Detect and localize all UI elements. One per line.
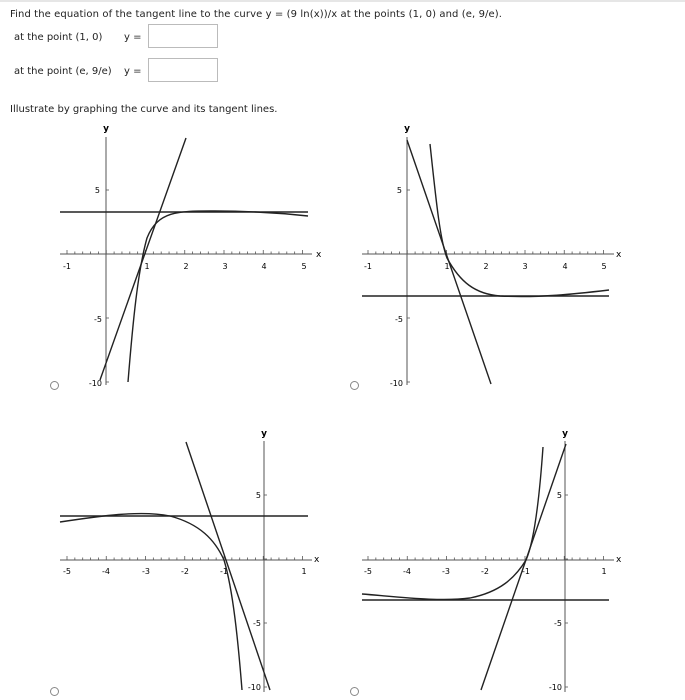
- y-tick-label: -5: [554, 619, 562, 628]
- x-tick-label: -3: [442, 567, 450, 576]
- tangent-line-steep: [100, 138, 189, 380]
- x-axis-label: x: [314, 555, 320, 565]
- x-axis-label: x: [616, 555, 622, 565]
- y-tick-label: 5: [255, 491, 261, 500]
- point-label-2: at the point (e, 9/e): [14, 66, 112, 77]
- x-tick-label: -2: [181, 567, 189, 576]
- x-tick-label: 4: [261, 262, 267, 271]
- curve: [362, 447, 543, 599]
- x-tick-label: 5: [601, 262, 607, 271]
- option-radio-1[interactable]: [50, 381, 59, 390]
- tangent-line-steep: [481, 444, 566, 690]
- y-axis-label: y: [103, 124, 109, 134]
- x-tick-label: -5: [364, 567, 372, 576]
- option-radio-2[interactable]: [350, 381, 359, 390]
- y-tick-label: -10: [548, 683, 562, 692]
- eq-label-2: y =: [124, 66, 142, 77]
- option-radio-4[interactable]: [350, 687, 359, 696]
- x-axis-label: x: [616, 250, 622, 260]
- illustrate-text: Illustrate by graphing the curve and its tangent lines.: [10, 104, 278, 115]
- x-tick-label: -3: [142, 567, 150, 576]
- x-tick-label: 2: [483, 262, 489, 271]
- y-tick-label: -5: [94, 315, 102, 324]
- x-tick-label: 2: [183, 262, 189, 271]
- x-tick-label: 1: [601, 567, 607, 576]
- answer-input-1[interactable]: [148, 24, 218, 48]
- x-tick-label: -1: [522, 567, 530, 576]
- x-tick-label: -2: [481, 567, 489, 576]
- y-tick-label: -5: [253, 619, 261, 628]
- y-tick-label: -10: [389, 379, 403, 388]
- y-axis-label: y: [562, 429, 568, 439]
- tangent-line-steep: [186, 442, 270, 690]
- x-tick-label: -1: [220, 567, 228, 576]
- answer-input-2[interactable]: [148, 58, 218, 82]
- y-tick-label: -10: [247, 683, 261, 692]
- question-text: Find the equation of the tangent line to the curve y = (9 ln(x))/x at the points (1, 0) and (e, 9/e).: [10, 9, 503, 20]
- x-tick-label: 5: [301, 262, 307, 271]
- x-tick-label: -1: [364, 262, 372, 271]
- y-axis-label: y: [404, 124, 410, 134]
- y-axis-label: y: [261, 429, 267, 439]
- point-label-1: at the point (1, 0): [14, 32, 103, 43]
- curve: [430, 144, 609, 297]
- x-tick-label: 3: [522, 262, 528, 271]
- tangent-line-steep: [407, 140, 491, 384]
- x-tick-label: 4: [562, 262, 568, 271]
- option-radio-3[interactable]: [50, 687, 59, 696]
- x-tick-label: 3: [222, 262, 228, 271]
- top-divider: [0, 0, 685, 2]
- y-tick-label: 5: [94, 186, 100, 195]
- x-tick-label: -5: [63, 567, 71, 576]
- x-tick-label: -4: [403, 567, 411, 576]
- x-tick-label: -1: [63, 262, 71, 271]
- x-tick-label: 1: [444, 262, 450, 271]
- y-tick-label: 5: [396, 186, 402, 195]
- x-tick-label: 1: [301, 567, 307, 576]
- y-tick-label: -10: [88, 379, 102, 388]
- eq-label-1: y =: [124, 32, 142, 43]
- y-tick-label: -5: [395, 315, 403, 324]
- curve: [60, 514, 242, 690]
- x-axis-label: x: [316, 250, 322, 260]
- x-tick-label: -4: [102, 567, 110, 576]
- x-tick-label: 1: [144, 262, 150, 271]
- y-tick-label: 5: [556, 491, 562, 500]
- curve: [128, 211, 308, 382]
